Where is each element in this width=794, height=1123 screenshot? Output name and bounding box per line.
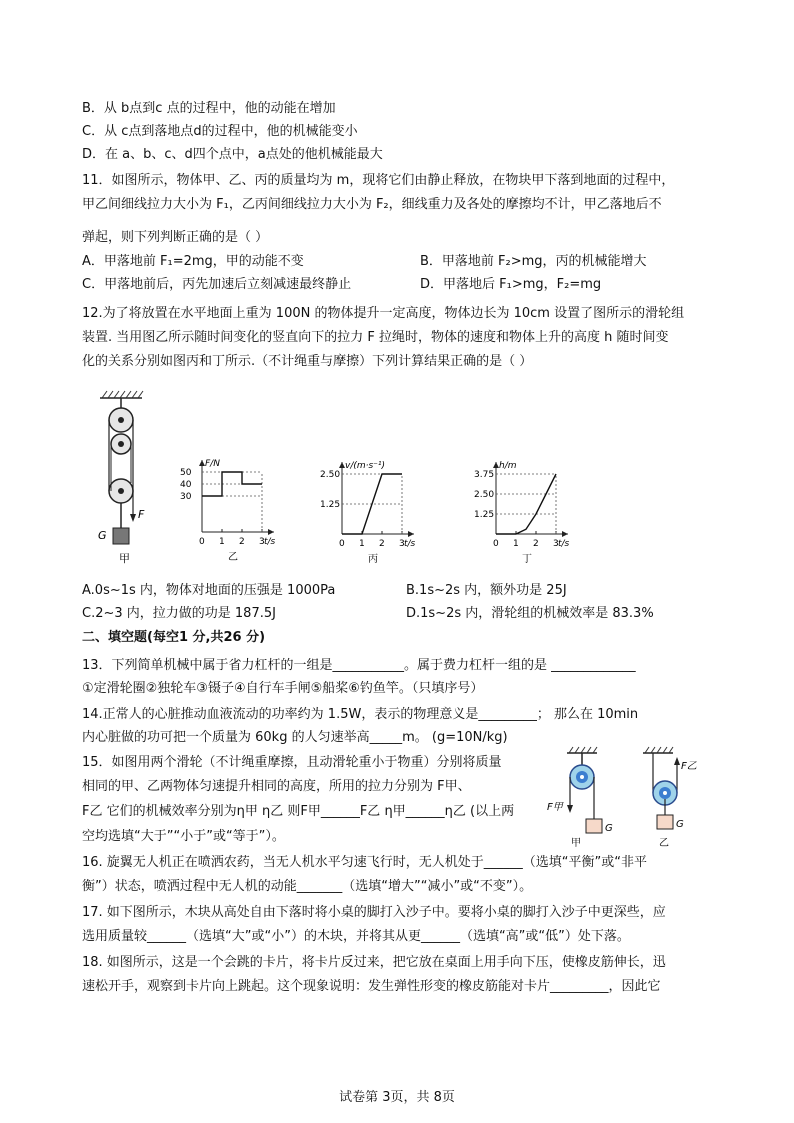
q12-option-c: C.2~3 内，拉力做的功是 187.5J: [82, 606, 276, 621]
x-tick-label: 1: [359, 539, 365, 549]
q11-line1: 11．如图所示，物体甲、乙、丙的质量均为 m，现将它们由静止释放，在物块甲下落到地面的过程中，: [82, 173, 675, 188]
q16-line2: 衡”）状态，喷洒过程中无人机的动能_______（选填“增大”“减小”或“不变”）。: [82, 879, 533, 894]
f-yi-label: F乙: [681, 761, 697, 772]
series-line-h: [496, 474, 556, 534]
q18-line2: 速松开手，观察到卡片向上跳起。这个现象说明：发生弹性形变的橡皮筋能对卡片_________，因此它: [82, 979, 661, 994]
q11-line2: 甲乙间细线拉力大小为 F₁，乙丙间细线拉力大小为 F₂，细线重力及各处的摩擦均不计，甲乙落地后不: [82, 197, 662, 212]
chart-title: 丙: [368, 554, 378, 565]
g-yi-label: G: [676, 819, 684, 830]
q11-line3: 弹起，则下列判断正确的是（ ）: [82, 230, 269, 245]
x-axis-arrow: [268, 529, 274, 535]
x-tick-label: 0: [199, 537, 205, 547]
x-tick-label: 3: [399, 539, 405, 549]
x-tick-label: 2: [533, 539, 539, 549]
page-footer: 试卷第 3页，共 8页: [339, 1090, 455, 1105]
x-tick-label: 3: [259, 537, 265, 547]
y-tick-label: 50: [180, 468, 192, 478]
x-tick-label: 0: [339, 539, 345, 549]
y-tick-label: 2.50: [474, 490, 495, 500]
x-axis-arrow: [408, 531, 414, 537]
q14-line2: 内心脏做的功可把一个质量为 60kg 的人匀速举高_____m。 (g=10N/kg): [82, 730, 508, 745]
q10-option-d: D．在 a、b、c、d四个点中，a点处的他机械能最大: [82, 147, 383, 162]
chart-force-time: [180, 450, 290, 566]
q12-line1: 12.为了将放置在水平地面上重为 100N 的物体提升一定高度，物体边长为 10cm 设置了图所示的滑轮组: [82, 306, 685, 321]
q14-line1: 14.正常人的心脏推动血液流动的功率约为 1.5W，表示的物理意义是_________； 那么在 10min: [82, 707, 639, 722]
y-axis-label: h/m: [499, 461, 517, 471]
pulleys-figure: [545, 745, 715, 850]
fig-yi-label: 乙: [659, 838, 669, 849]
q17-line1: 17. 如下图所示，木块从高处自由下落时将小桌的脚打入沙子中。要将小桌的脚打入沙子中更深些，应: [82, 905, 666, 920]
g-jia-label: G: [605, 823, 613, 834]
y-tick-label: 1.25: [320, 500, 341, 510]
q12-line2: 装置. 当用图乙所示随时间变化的竖直向下的拉力 F 拉绳时，物体的速度和物体上升的高度 h 随时间变: [82, 330, 669, 345]
q15-line1: 15．如图用两个滑轮（不计绳重摩擦，且动滑轮重小于物重）分别将质量: [82, 755, 502, 770]
q18-line1: 18. 如图所示，这是一个会跳的卡片，将卡片反过来，把它放在桌面上用手向下压，使橡皮筋伸长，迅: [82, 955, 666, 970]
q10-option-c: C．从 c点到落地点d的过程中，他的机械能变小: [82, 124, 358, 139]
y-tick-label: 3.75: [474, 470, 495, 480]
x-tick-label: 3: [553, 539, 559, 549]
q15-line3: F乙 它们的机械效率分别为η甲 η乙 则F甲______F乙 η甲______η乙 (以上两: [82, 804, 515, 819]
x-axis-label: t/s: [404, 539, 416, 549]
q10-option-b: B．从 b点到c 点的过程中，他的动能在增加: [82, 101, 336, 116]
fig-jia-label: 甲: [571, 838, 581, 849]
q12-option-d: D.1s~2s 内，滑轮组的机械效率是 83.3%: [406, 606, 654, 621]
x-axis-label: t/s: [558, 539, 570, 549]
y-tick-label: 30: [180, 492, 192, 502]
x-axis-arrow: [562, 531, 568, 537]
x-tick-label: 1: [219, 537, 225, 547]
q13-line2: ①定滑轮圈②独轮车③镊子④自行车手闸⑤船桨⑥钓鱼竿。（只填序号）: [82, 681, 484, 696]
q12-line3: 化的关系分别如图丙和丁所示.（不计绳重与摩擦）下列计算结果正确的是（ ）: [82, 354, 533, 369]
q11-option-b: B．甲落地前 F₂>mg，丙的机械能增大: [420, 254, 647, 269]
q11-option-d: D．甲落地后 F₁>mg，F₂=mg: [420, 277, 602, 292]
weight-g-label: G: [98, 529, 107, 542]
x-tick-label: 2: [379, 539, 385, 549]
q13-line1: 13．下列简单机械中属于省力杠杆的一组是___________。属于费力杠杆一组的是 _____________: [82, 658, 636, 673]
x-tick-label: 2: [239, 537, 245, 547]
x-tick-label: 0: [493, 539, 499, 549]
q12-option-a: A.0s~1s 内，物体对地面的压强是 1000Pa: [82, 583, 336, 598]
y-axis-label: F/N: [205, 459, 220, 469]
chart-title: 丁: [522, 554, 532, 565]
q12-option-b: B.1s~2s 内，额外功是 25J: [406, 583, 567, 598]
y-tick-label: 1.25: [474, 510, 495, 520]
y-axis-label: v/(m·s⁻¹): [345, 461, 386, 471]
chart-title: 乙: [228, 552, 238, 563]
chart-velocity-time: [318, 448, 426, 566]
force-f-label: F: [138, 508, 145, 521]
section2-title: 二、填空题(每空1 分,共26 分): [82, 630, 266, 645]
f-jia-label: F甲: [547, 802, 563, 813]
x-tick-label: 1: [513, 539, 519, 549]
q15-line2: 相同的甲、乙两物体匀速提升相同的高度，所用的拉力分别为 F甲、: [82, 779, 471, 794]
q15-line4: 空均选填“大于”“小于”或“等于”）。: [82, 829, 285, 844]
figure-jia-label: 甲: [119, 552, 130, 565]
x-axis-label: t/s: [264, 537, 276, 547]
q17-line2: 选用质量较______（选填“大”或“小”）的木块，并将其从更______（选填“高”或“低”）处下落。: [82, 929, 630, 944]
y-tick-label: 2.50: [320, 470, 341, 480]
pulley-system-figure: [92, 388, 172, 566]
q16-line1: 16. 旋翼无人机正在喷洒农药，当无人机水平匀速飞行时，无人机处于______（选填“平衡”或“非平: [82, 855, 648, 870]
q11-option-c: C．甲落地前后，丙先加速后立刻减速最终静止: [82, 277, 352, 292]
q11-option-a: A．甲落地前 F₁=2mg，甲的动能不变: [82, 254, 304, 269]
chart-height-time: [472, 448, 580, 566]
y-tick-label: 40: [180, 480, 192, 490]
